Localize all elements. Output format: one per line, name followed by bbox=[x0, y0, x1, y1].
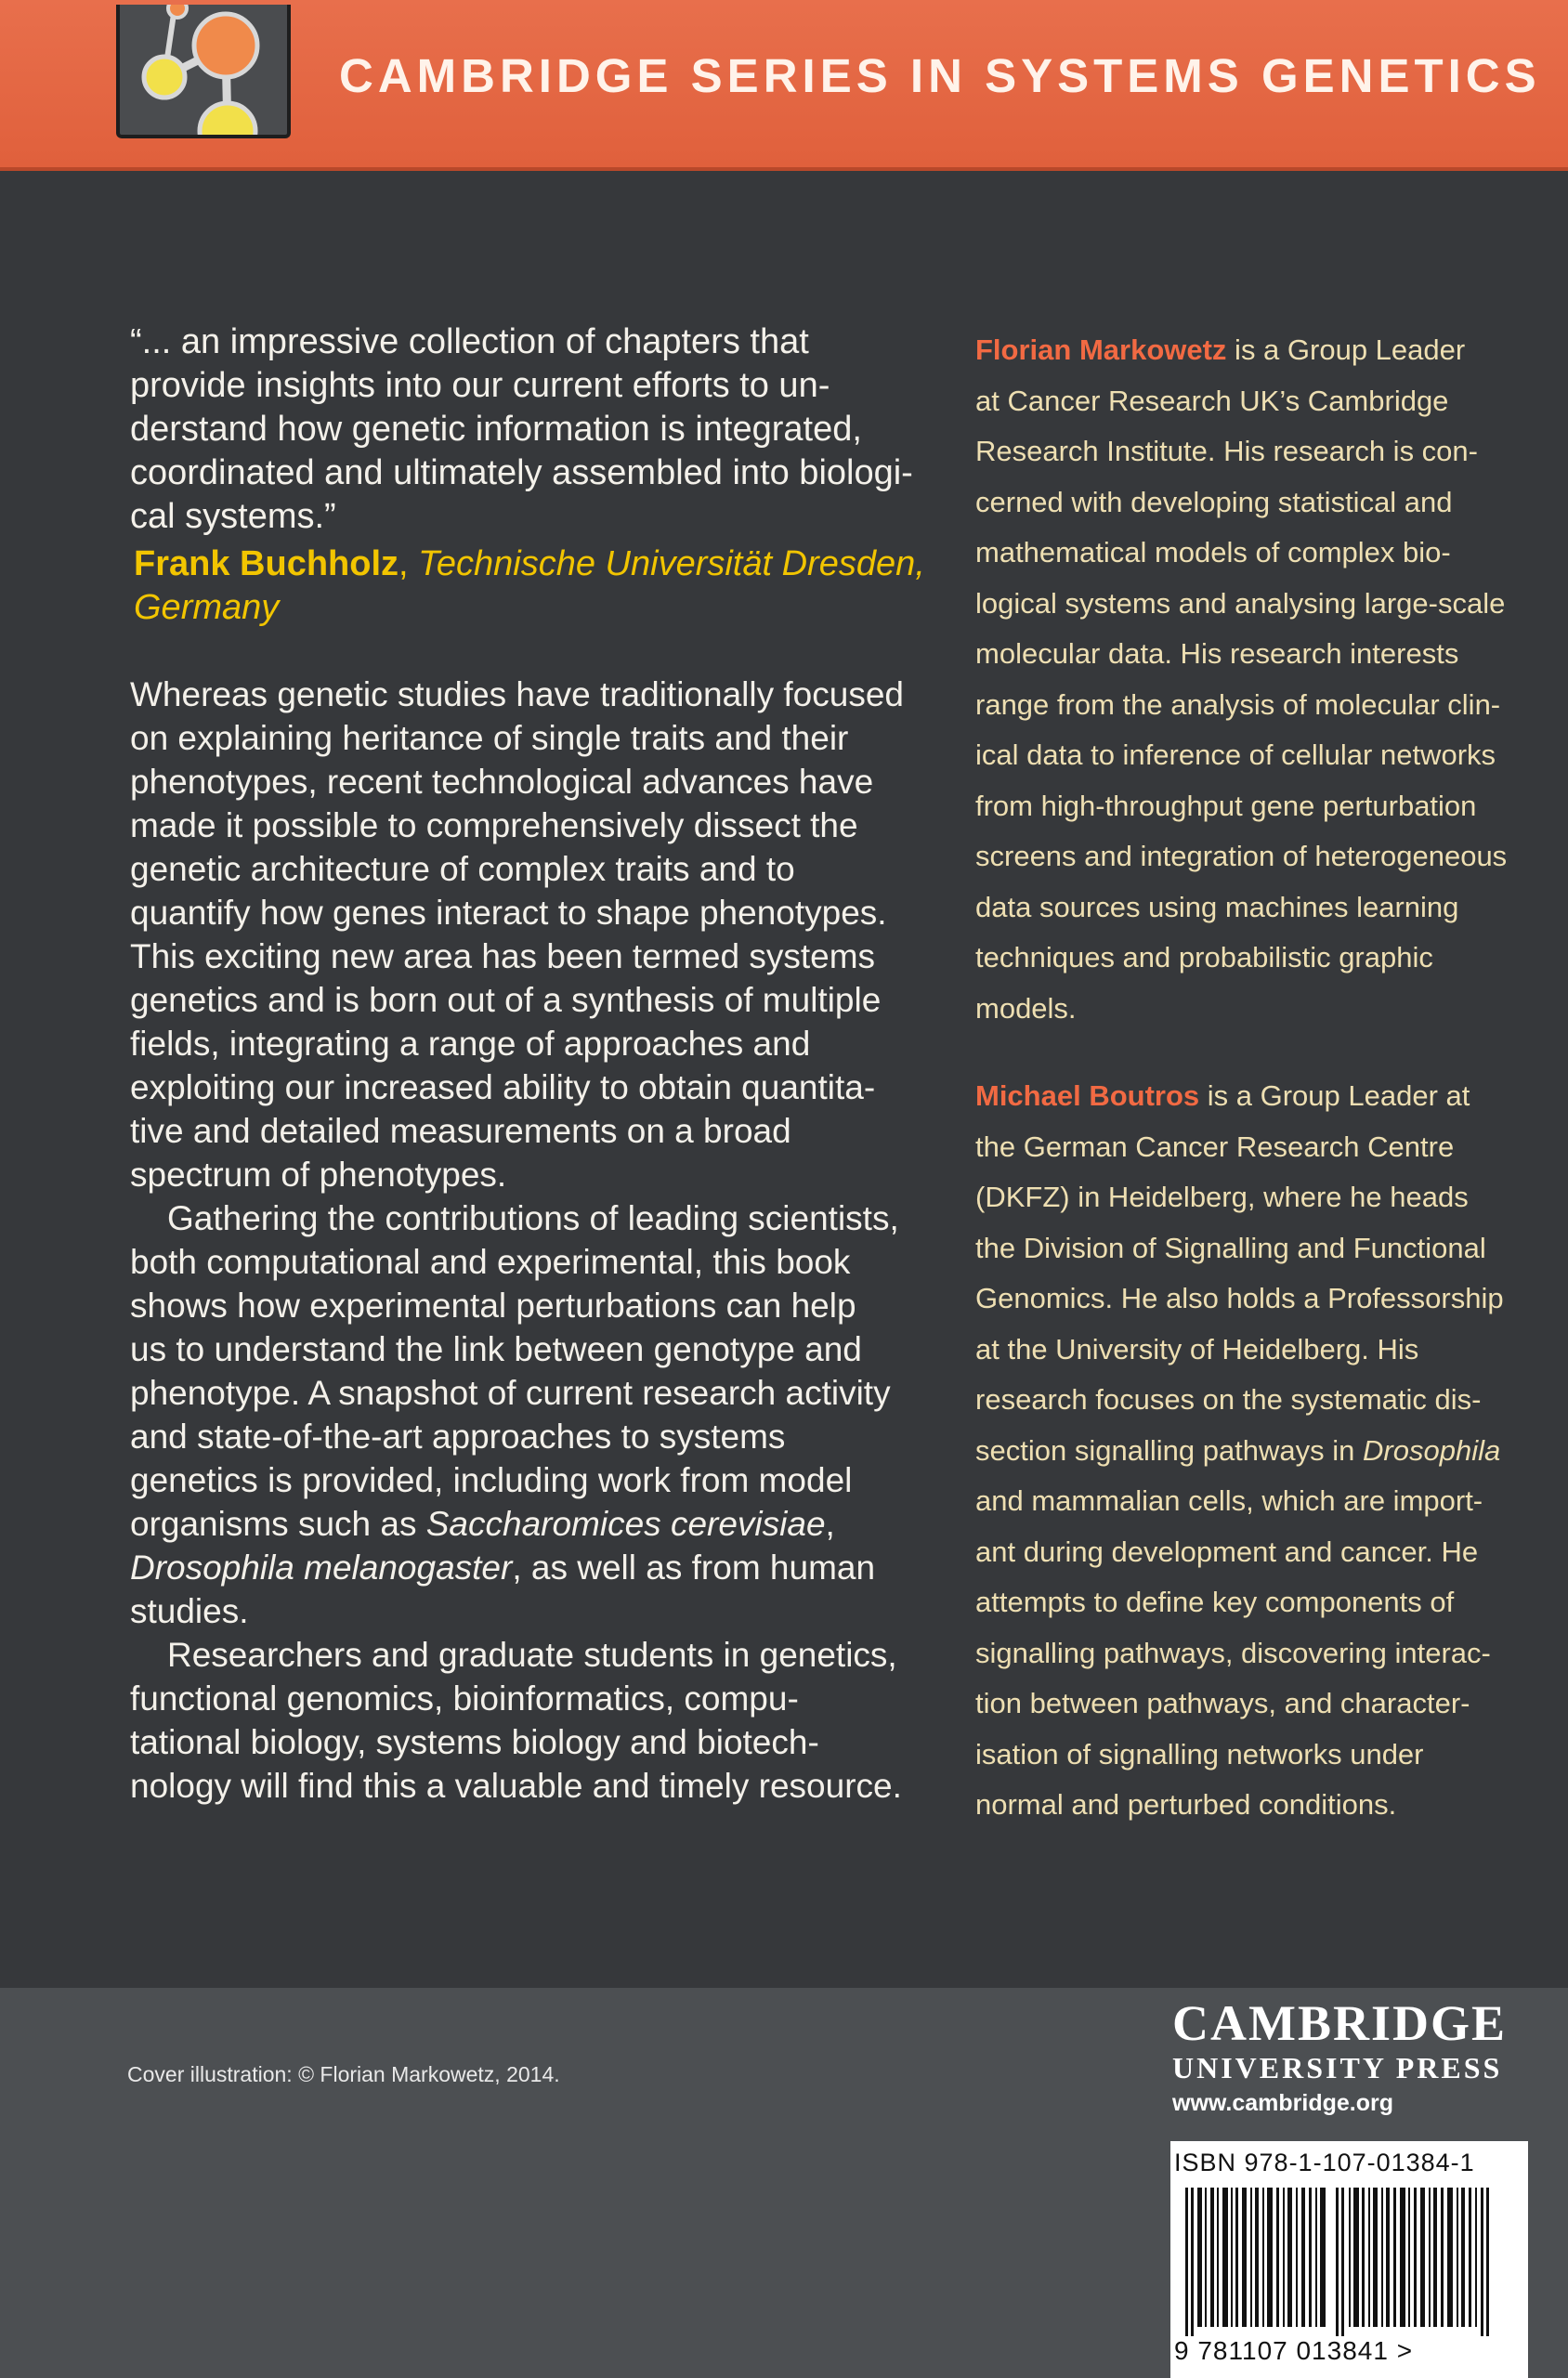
blurb-line: Whereas genetic studies have traditionally focused bbox=[130, 675, 904, 713]
publisher-logo bbox=[1172, 1995, 1544, 2122]
blurb-line: exploiting our increased ability to obtain quantita- bbox=[130, 1068, 876, 1106]
attribution-separator: , bbox=[399, 544, 409, 583]
bio-line: cerned with developing statistical and bbox=[975, 485, 1453, 518]
blurb-line: phenotypes, recent technological advances have bbox=[130, 763, 874, 801]
blurb-punctuation: , bbox=[825, 1505, 835, 1543]
bio-line: and mammalian cells, which are import- bbox=[975, 1484, 1483, 1517]
blurb-line: This exciting new area has been termed systems bbox=[130, 937, 876, 975]
bio-line: ant during development and cancer. He bbox=[975, 1535, 1479, 1568]
blurb-line: shows how experimental perturbations can help bbox=[130, 1287, 856, 1325]
blurb-line: tational biology, systems biology and biotech- bbox=[130, 1723, 819, 1761]
blurb-line: nology will find this a valuable and timely resource. bbox=[130, 1767, 902, 1805]
bio-line: Genomics. He also holds a Professorship bbox=[975, 1282, 1504, 1314]
quote-author: Frank Buchholz bbox=[134, 544, 399, 583]
quote-line: “... an impressive collection of chapters that bbox=[130, 322, 809, 361]
bio-line: Research Institute. His research is con- bbox=[975, 435, 1478, 467]
bio-line: signalling pathways, discovering interac- bbox=[975, 1636, 1491, 1669]
bio-line: normal and perturbed conditions. bbox=[975, 1788, 1397, 1821]
barcode-digits: 9 781107 013841 > bbox=[1174, 2336, 1414, 2365]
bio-line: screens and integration of heterogeneous bbox=[975, 840, 1508, 872]
blurb-line: phenotype. A snapshot of current research activity bbox=[130, 1374, 891, 1412]
endorsement-quote bbox=[130, 320, 938, 539]
bio-line: mathematical models of complex bio- bbox=[975, 536, 1451, 568]
bio-markowetz bbox=[975, 325, 1547, 1034]
bio-line: is a Group Leader at bbox=[1199, 1079, 1470, 1112]
blurb-paragraph-3 bbox=[130, 1633, 938, 1808]
bio-author-name: Florian Markowetz bbox=[975, 333, 1227, 366]
quote-affiliation-country: Germany bbox=[134, 588, 280, 627]
blurb-line: genetics is provided, including work from model bbox=[130, 1461, 853, 1499]
blurb-line: genetics and is born out of a synthesis of multiple bbox=[130, 981, 882, 1019]
blurb-line: , as well as from human bbox=[512, 1548, 876, 1587]
blurb-line: us to understand the link between genotype and bbox=[130, 1330, 862, 1368]
isbn-number: ISBN 978-1-107-01384-1 bbox=[1174, 2149, 1475, 2176]
blurb-paragraph-2 bbox=[130, 1196, 938, 1633]
bio-line: attempts to define key components of bbox=[975, 1586, 1455, 1618]
bio-line: from high-throughput gene perturbation bbox=[975, 789, 1477, 822]
bio-line: section signalling pathways in bbox=[975, 1433, 1364, 1467]
blurb-line: spectrum of phenotypes. bbox=[130, 1156, 507, 1194]
bio-line: at the University of Heidelberg. His bbox=[975, 1332, 1419, 1365]
publisher-subtitle: UNIVERSITY PRESS bbox=[1172, 2051, 1503, 2084]
species-name: Drosophila melanogaster bbox=[130, 1548, 513, 1587]
blurb-line: quantify how genes interact to shape phenotypes. bbox=[130, 894, 887, 932]
isbn-barcode-panel bbox=[1170, 2141, 1528, 2378]
series-header-band bbox=[0, 0, 1568, 171]
blurb-line: Researchers and graduate students in genetics, bbox=[167, 1636, 897, 1674]
blurb-line: Gathering the contributions of leading scientists, bbox=[167, 1199, 899, 1237]
species-name: Saccharomices cerevisiae bbox=[425, 1505, 826, 1543]
quote-affiliation: Technische Universität Dresden, bbox=[418, 544, 925, 583]
quote-line: cal systems.” bbox=[130, 497, 336, 536]
publisher-url: www.cambridge.org bbox=[1172, 2090, 1394, 2116]
quote-line: provide insights into our current efforts to un- bbox=[130, 366, 830, 405]
bio-line: ical data to inference of cellular networks bbox=[975, 738, 1496, 771]
blurb-line: studies. bbox=[130, 1592, 249, 1630]
bio-line: isation of signalling networks under bbox=[975, 1737, 1424, 1770]
quote-attribution bbox=[134, 542, 938, 630]
molecule-logo-icon bbox=[116, 5, 291, 138]
quote-line: coordinated and ultimately assembled into biologi- bbox=[130, 453, 913, 492]
blurb-line: tive and detailed measurements on a broad bbox=[130, 1112, 791, 1150]
bio-line: range from the analysis of molecular clin- bbox=[975, 687, 1501, 721]
blurb-line: genetic architecture of complex traits and to bbox=[130, 850, 795, 888]
bio-line: the German Cancer Research Centre bbox=[975, 1130, 1455, 1163]
bio-line: data sources using machines learning bbox=[975, 890, 1459, 923]
bio-line: models. bbox=[975, 991, 1077, 1025]
bio-line: is a Group Leader bbox=[1226, 333, 1466, 366]
blurb-line: and state-of-the-art approaches to systems bbox=[130, 1418, 786, 1456]
blurb-line: both computational and experimental, this book bbox=[130, 1243, 851, 1281]
bio-line: the Division of Signalling and Functional bbox=[975, 1231, 1486, 1264]
bio-boutros bbox=[975, 1071, 1547, 1831]
left-column bbox=[130, 320, 938, 1808]
right-column-bios bbox=[975, 325, 1547, 1831]
publisher-name: CAMBRIDGE bbox=[1172, 1995, 1508, 2051]
bio-line: tion between pathways, and character- bbox=[975, 1687, 1470, 1719]
blurb-paragraph-1 bbox=[130, 673, 938, 1196]
bio-line: at Cancer Research UK’s Cambridge bbox=[975, 384, 1449, 417]
bio-line: (DKFZ) in Heidelberg, where he heads bbox=[975, 1181, 1469, 1213]
blurb-line: made it possible to comprehensively dissect the bbox=[130, 806, 858, 844]
series-title: CAMBRIDGE SERIES IN SYSTEMS GENETICS bbox=[339, 49, 1541, 102]
blurb-line: fields, integrating a range of approaches and bbox=[130, 1025, 811, 1063]
blurb-line: functional genomics, bioinformatics, compu- bbox=[130, 1679, 799, 1718]
bio-line: molecular data. His research interests bbox=[975, 637, 1459, 670]
quote-line: derstand how genetic information is integrated, bbox=[130, 410, 862, 449]
blurb-line: on explaining heritance of single traits and their bbox=[130, 719, 849, 757]
bio-line: research focuses on the systematic dis- bbox=[975, 1383, 1482, 1416]
bio-author-name: Michael Boutros bbox=[975, 1079, 1200, 1112]
bio-line: logical systems and analysing large-scale bbox=[975, 586, 1506, 620]
bio-line: techniques and probabilistic graphic bbox=[975, 941, 1433, 973]
cover-credit: Cover illustration: © Florian Markowetz, 2014. bbox=[127, 2062, 560, 2086]
blurb-line: organisms such as bbox=[130, 1505, 426, 1543]
species-name: Drosophila bbox=[1363, 1433, 1501, 1467]
barcode-icon bbox=[1185, 2188, 1510, 2336]
